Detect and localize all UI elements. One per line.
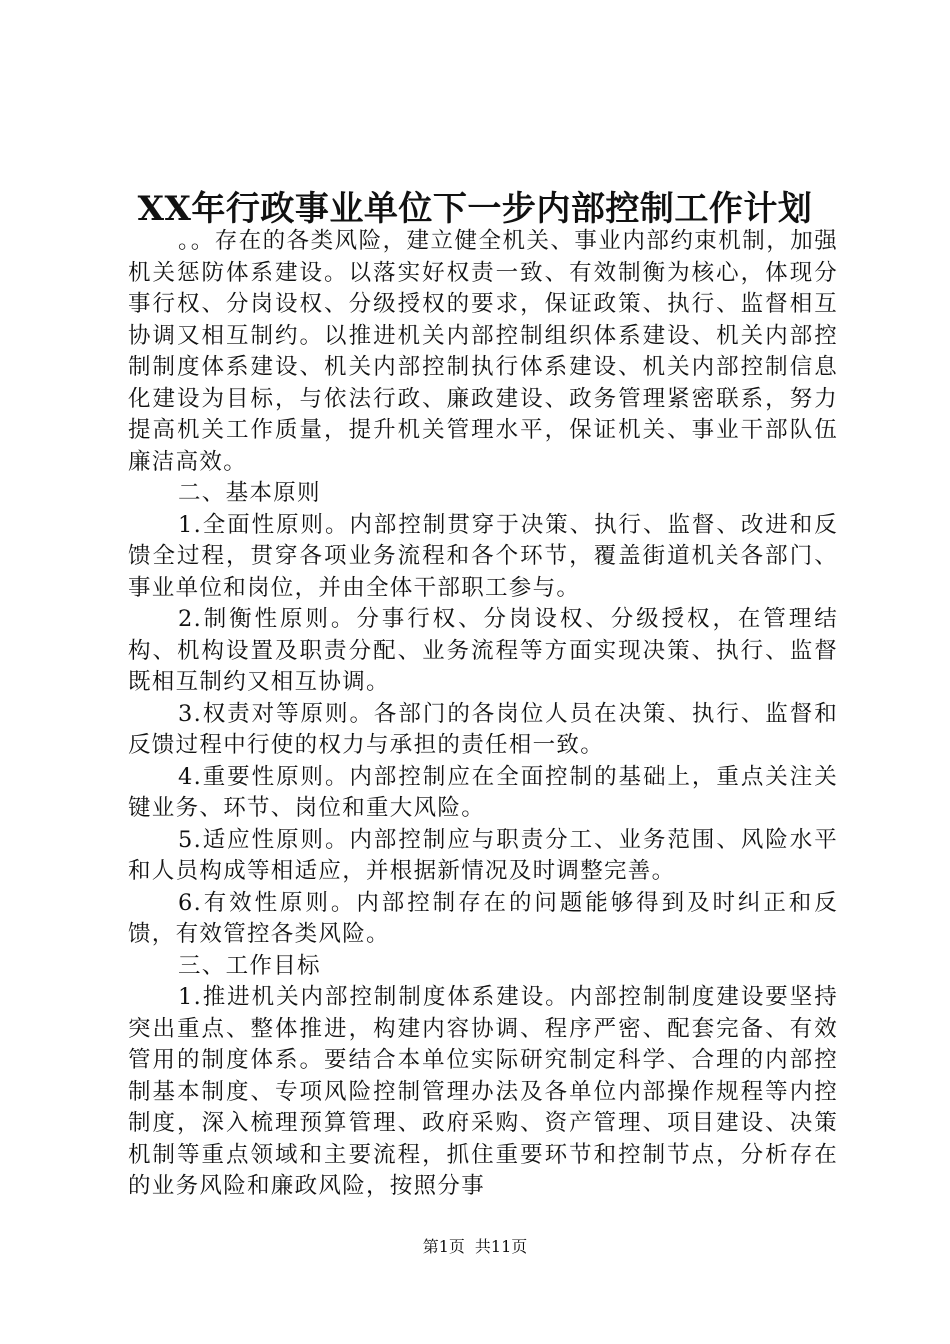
paragraph-goal-1: 1.推进机关内部控制制度体系建设。内部控制制度建设要坚持突出重点、整体推进，构建内容协调、程序严密、配套完备、有效管用的制度体系。要结合本单位实际研究制定科学、合理的内部控制基本制度、专项风险控制管理办法及各单位内部操作规程等内控制度，深入梳理预算管理、政府采购、资产管理、项目建设、决策机制等重点领域和主要流程，抓住重要环节和控制节点，分析存在的业务风险和廉政风险，按照分事 <box>128 984 838 1199</box>
section-heading-basic-principles: 二、基本原则 <box>178 480 321 506</box>
page-total: 共11页 <box>474 1237 528 1256</box>
document-body <box>128 226 838 1203</box>
paragraph-intro: 。。存在的各类风险，建立健全机关、事业内部约束机制，加强机关惩防体系建设。以落实好权责一致、有效制衡为核心，体现分事行权、分岗设权、分级授权的要求，保证政策、执行、监督相互协调又相互制约。以推进机关内部控制组织体系建设、机关内部控制制度体系建设、机关内部控制执行体系建设、机关内部控制信息化建设为目标，与依法行政、廉政建设、政务管理紧密联系，努力提高机关工作质量，提升机关管理水平，保证机关、事业干部队伍廉洁高效。 <box>128 228 838 475</box>
paragraph-principle-3: 3.权责对等原则。各部门的各岗位人员在决策、执行、监督和反馈过程中行使的权力与承担的责任相一致。 <box>128 700 838 758</box>
paragraph-principle-4: 4.重要性原则。内部控制应在全面控制的基础上，重点关注关键业务、环节、岗位和重大风险。 <box>128 763 838 821</box>
page-footer <box>0 1236 950 1258</box>
document-title: XX年行政事业单位下一步内部控制工作计划 <box>137 189 813 229</box>
page-number: 第1页 <box>422 1237 465 1256</box>
paragraph-principle-2: 2.制衡性原则。分事行权、分岗设权、分级授权，在管理结构、机构设置及职责分配、业务流程等方面实现决策、执行、监督既相互制约又相互协调。 <box>128 606 838 695</box>
section-heading-work-goals: 三、工作目标 <box>178 952 321 979</box>
paragraph-principle-6: 6.有效性原则。内部控制存在的问题能够得到及时纠正和反馈，有效管控各类风险。 <box>128 889 838 947</box>
paragraph-principle-1: 1.全面性原则。内部控制贯穿于决策、执行、监督、改进和反馈全过程，贯穿各项业务流程和各个环节，覆盖街道机关各部门、事业单位和岗位，并由全体干部职工参与。 <box>128 511 838 601</box>
paragraph-principle-5: 5.适应性原则。内部控制应与职责分工、业务范围、风险水平和人员构成等相适应，并根据新情况及时调整完善。 <box>128 826 838 884</box>
